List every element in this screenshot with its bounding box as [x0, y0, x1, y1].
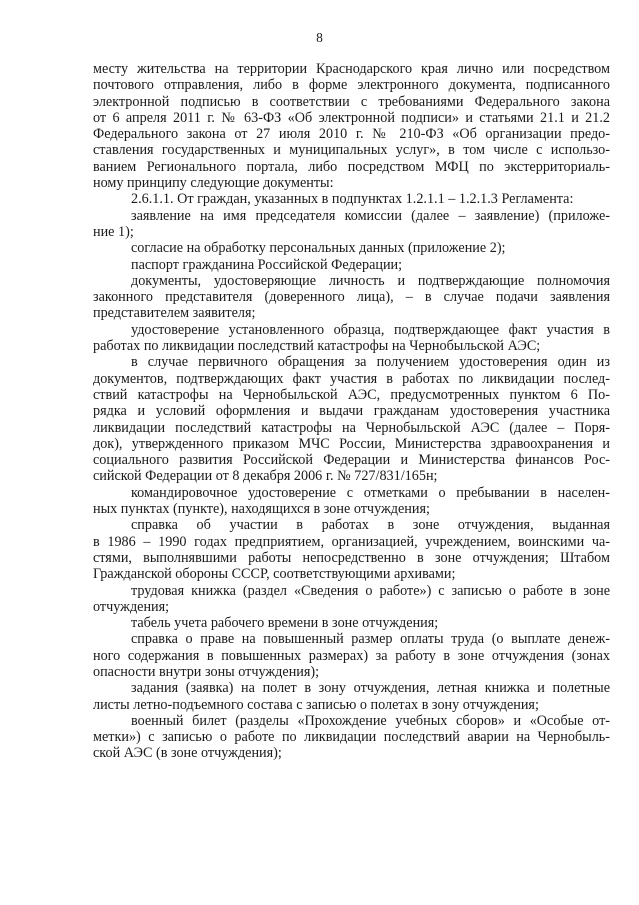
text-line: док), утвержденного приказом МЧС России, Министерства здравоохранения и — [93, 435, 610, 452]
text-line: заявление на имя председателя комиссии (далее – заявление) (приложе- — [131, 207, 610, 224]
document-text — [93, 61, 610, 762]
text-line: почтового отправления, либо в форме электронного документа, подписанного — [93, 77, 610, 94]
text-line: ванием Регионального портала, либо посредством МФЦ по экстерриториаль- — [93, 158, 610, 175]
text-line: социального развития Российской Федерации и Министерства финансов Рос- — [93, 452, 610, 469]
text-line: метки») с записью о работе по ликвидации последствий аварии на Чернобыль- — [93, 729, 610, 746]
text-line: справка о праве на повышенный размер оплаты труда (о выплате денеж- — [131, 631, 610, 648]
text-line: опасности внутри зоны отчуждения); — [93, 663, 320, 680]
text-line: документов, подтверждающих факт участия в работах по ликвидации послед- — [93, 370, 610, 387]
text-line: представителем заявителя; — [93, 305, 256, 322]
text-line: командировочное удостоверение с отметками о пребывании в населен- — [131, 484, 610, 501]
text-line: законного представителя (доверенного лица), – в случае подачи заявления — [93, 289, 610, 306]
text-line: задания (заявка) на полет в зону отчуждения, летная книжка и полетные — [131, 680, 610, 697]
text-line: отчуждения; — [93, 598, 170, 615]
text-line: в случае первичного обращения за получением удостоверения один из — [131, 354, 610, 371]
text-line: трудовая книжка (раздел «Сведения о работе») с записью о работе в зоне — [131, 582, 610, 599]
text-line: электронной подписью в соответствии с требованиями Федерального закона — [93, 93, 610, 110]
text-line: ставления государственных и муниципальных услуг», в том числе с использо- — [93, 142, 610, 159]
text-line: военный билет (разделы «Прохождение учебных сборов» и «Особые от- — [131, 712, 610, 729]
text-line: ние 1); — [93, 223, 134, 240]
page-number: 8 — [316, 30, 323, 45]
text-line: ных пунктах (пункте), находящихся в зоне отчуждения; — [93, 501, 430, 518]
text-line: листы летно-подъемного состава с записью о полетах в зону отчуждения; — [93, 696, 539, 713]
text-line: в 1986 – 1990 годах предприятием, организацией, учреждением, воинскими ча- — [93, 533, 610, 550]
text-line: месту жительства на территории Краснодарского края лично или посредством — [93, 61, 610, 77]
text-line: ного содержания в повышенных размерах) за работу в зоне отчуждения (зонах — [93, 647, 610, 664]
text-line: работах по ликвидации последствий катастрофы на Чернобыльской АЭС; — [93, 338, 541, 355]
text-line: согласие на обработку персональных данных (приложение 2); — [131, 240, 506, 257]
text-line: удостоверение установленного образца, подтверждающее факт участия в — [131, 321, 610, 338]
text-line: стями, выполнявшими работы непосредственно в зоне отчуждения; Штабом — [93, 549, 610, 566]
text-line: от 6 апреля 2011 г. № 63-ФЗ «Об электронной подписи» и статьями 21.1 и 21.2 — [93, 109, 610, 126]
text-line: Гражданской обороны СССР, соответствующими архивами; — [93, 566, 456, 583]
text-line: паспорт гражданина Российской Федерации; — [131, 256, 403, 273]
text-line: Федерального закона от 27 июля 2010 г. № 210-ФЗ «Об организации предо- — [93, 126, 610, 143]
text-line: справка об участии в работах в зоне отчуждения, выданная — [131, 517, 610, 534]
text-line: ской АЭС (в зоне отчуждения); — [93, 745, 282, 762]
text-line: ному принципу следующие документы: — [93, 175, 334, 192]
text-line: табель учета рабочего времени в зоне отчуждения; — [131, 615, 439, 632]
text-line: ликвидации последствий катастрофы на Чернобыльской АЭС (далее – Поря- — [93, 419, 610, 436]
text-line: документы, удостоверяющие личность и подтверждающие полномочия — [131, 272, 610, 289]
text-line: рядка и условий оформления и выдачи гражданам удостоверения участника — [93, 403, 610, 420]
text-line: ствий катастрофы на Чернобыльской АЭС, предусмотренных пунктом 6 По- — [93, 386, 610, 403]
text-line: 2.6.1.1. От граждан, указанных в подпунктах 1.2.1.1 – 1.2.1.3 Регламента: — [131, 191, 574, 208]
text-line: сийской Федерации от 8 декабря 2006 г. № 727/831/165н; — [93, 468, 438, 485]
